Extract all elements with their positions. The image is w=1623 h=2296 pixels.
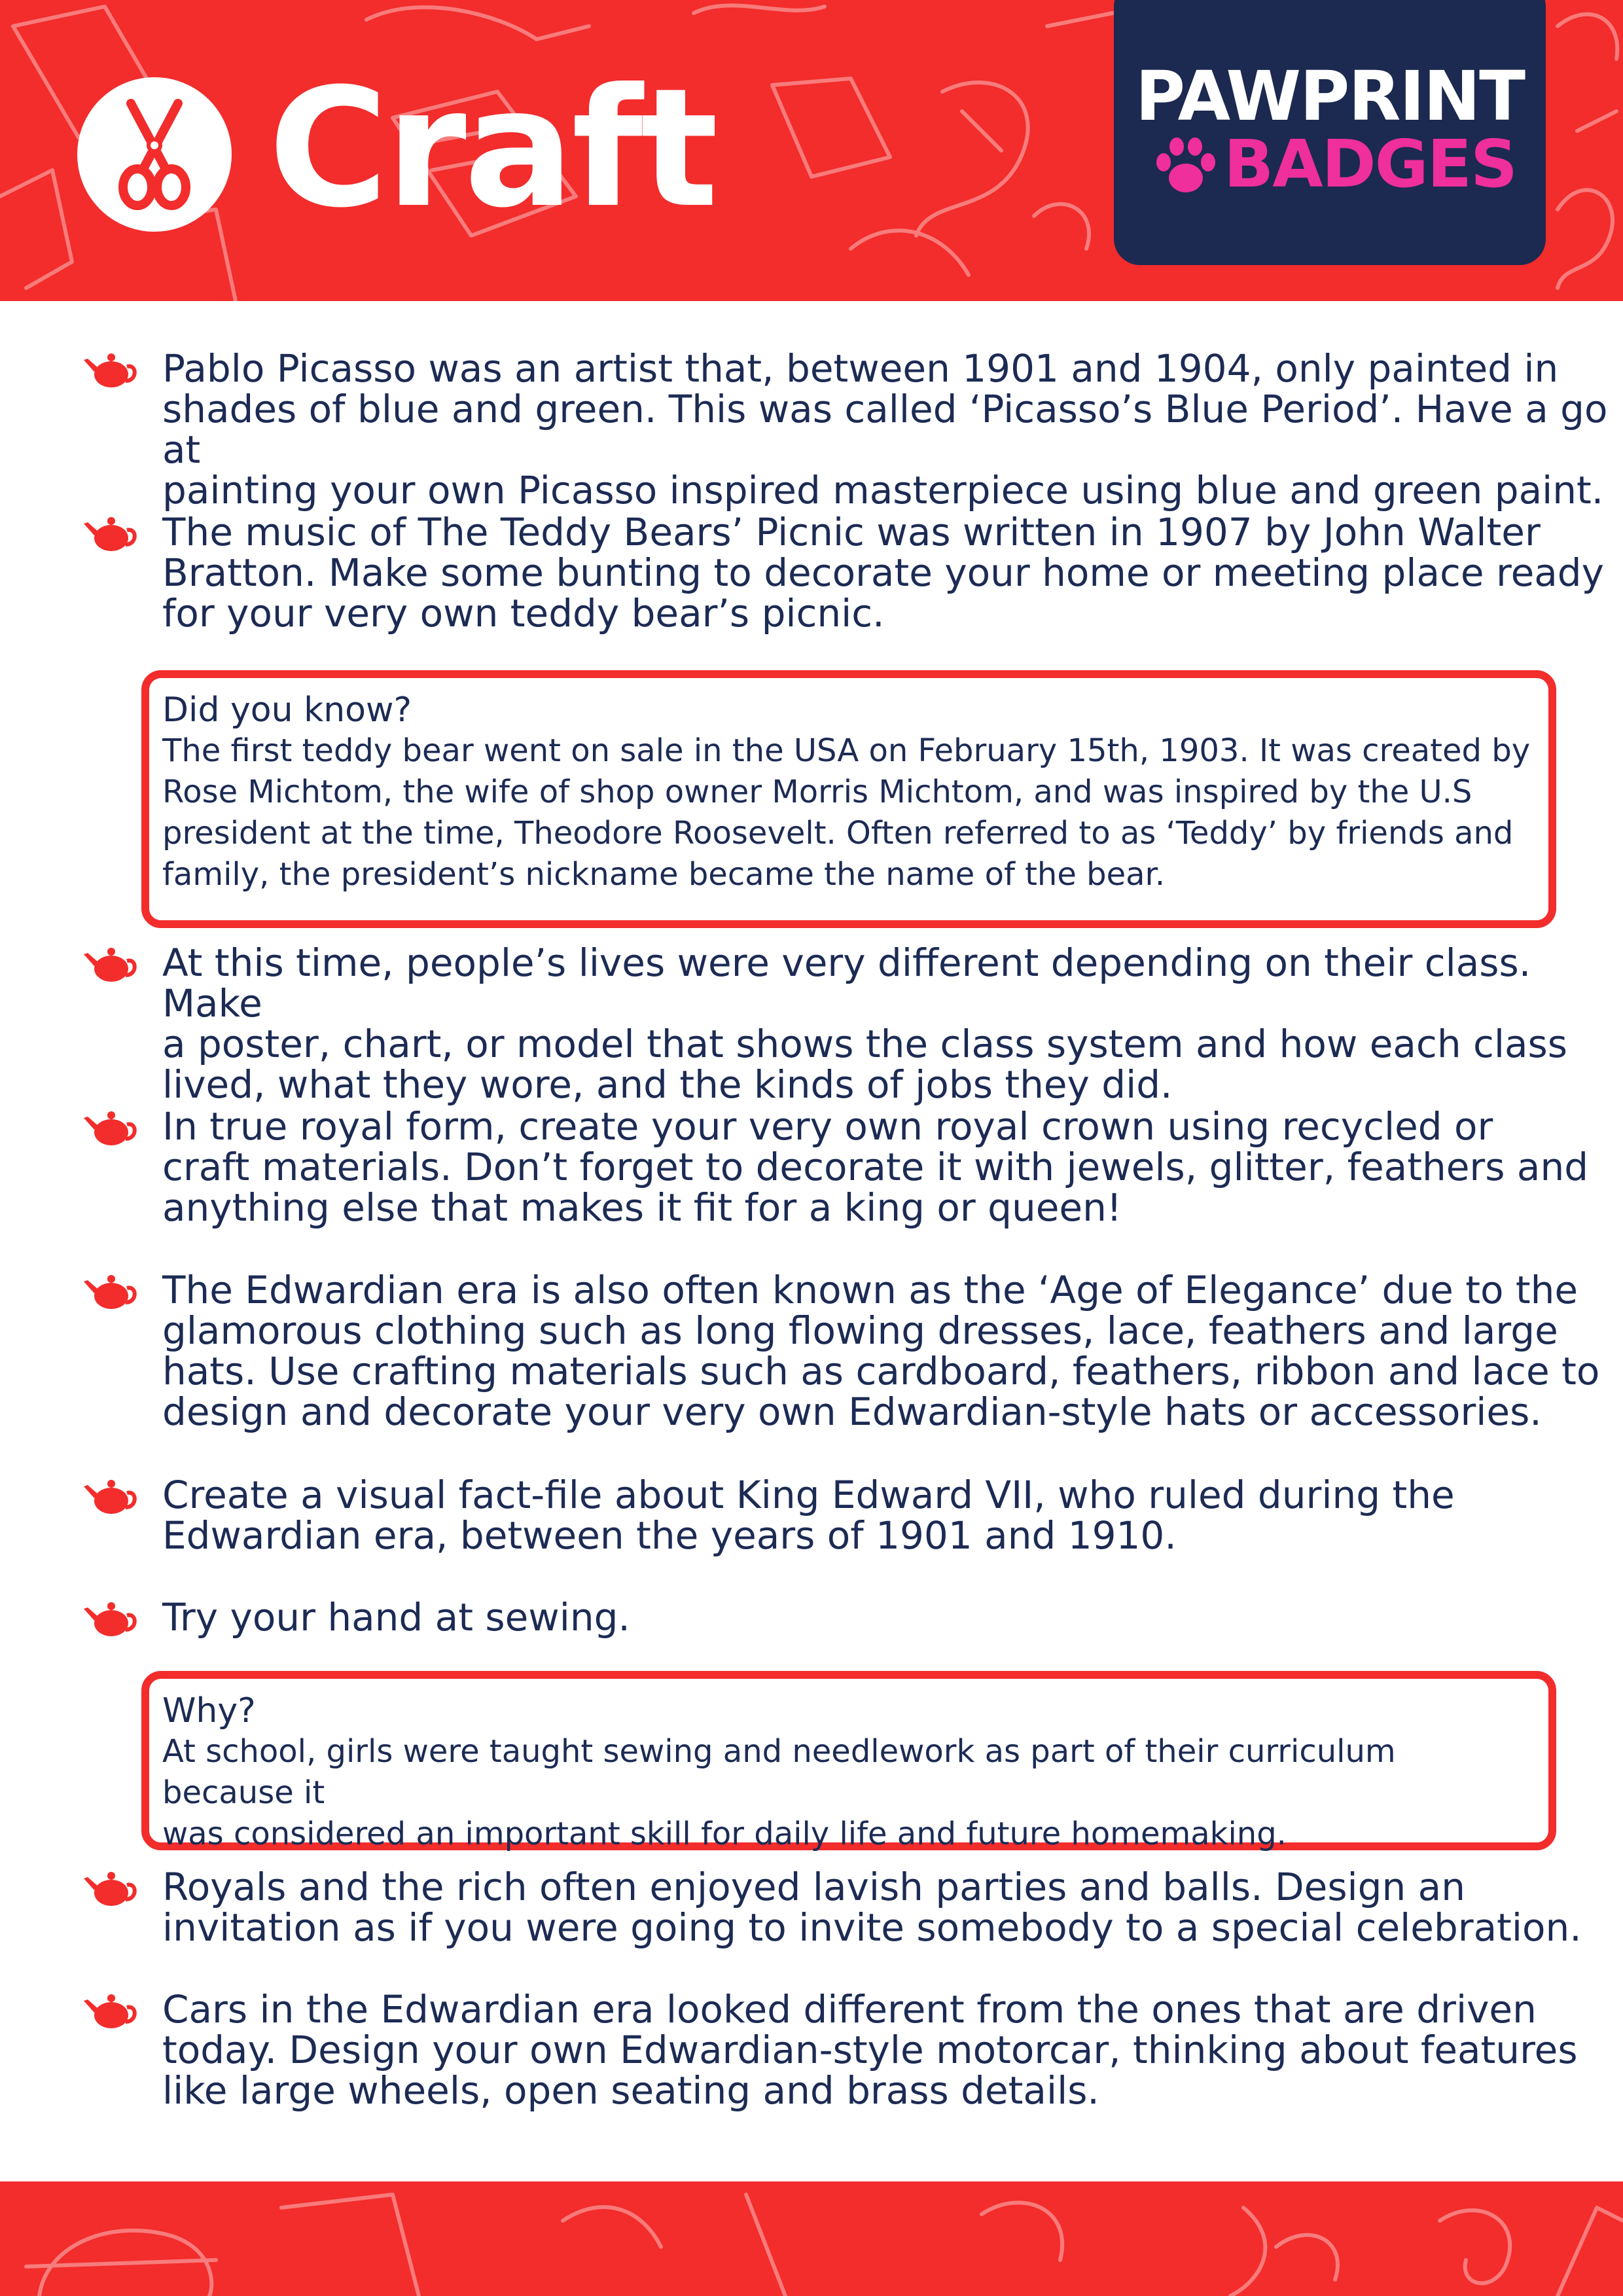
item-line: today. Design your own Edwardian-style motorcar, thinking about features (162, 2028, 1578, 2072)
item-line: invitation as if you were going to invite somebody to a special celebration. (162, 1905, 1582, 1950)
teapot-icon (84, 945, 139, 984)
header-banner (0, 0, 1623, 301)
scissors-icon (77, 77, 232, 232)
why-box (141, 1671, 1556, 1850)
item-line: Cars in the Edwardian era looked different from the ones that are driven (162, 1987, 1537, 2032)
item-line: Royals and the rich often enjoyed lavish parties and balls. Design an (162, 1865, 1465, 1909)
teapot-icon (84, 1109, 139, 1148)
did-you-know-heading: Did you know? (162, 691, 412, 730)
info-line: The first teddy bear went on sale in the USA on February 15th, 1903. It was created by (162, 732, 1531, 769)
why-heading: Why? (162, 1691, 256, 1731)
teapot-icon (84, 1477, 139, 1516)
teapot-icon (84, 1992, 139, 2031)
brand-line1: PAWPRINT (1135, 56, 1525, 136)
info-line: At school, girls were taught sewing and needlework as part of their curriculum because it (162, 1733, 1396, 1811)
item-line: anything else that makes it fit for a king or queen! (162, 1185, 1122, 1230)
teapot-icon (84, 1869, 139, 1909)
item-line: a poster, chart, or model that shows the class system and how each class (162, 1022, 1567, 1066)
info-line: president at the time, Theodore Roosevelt. Often referred to as ‘Teddy’ by friends and (162, 815, 1514, 852)
paw-icon (1153, 136, 1219, 196)
item-line: Create a visual fact-file about King Edward VII, who ruled during the (162, 1473, 1455, 1517)
footer-banner (0, 2181, 1623, 2296)
item-line: hats. Use crafting materials such as cardboard, feathers, ribbon and lace to (162, 1349, 1600, 1393)
item-line: design and decorate your very own Edwardian-style hats or accessories. (162, 1390, 1542, 1434)
brand-line2: BADGES (1224, 126, 1517, 202)
teapot-icon (84, 1600, 139, 1639)
item-line: shades of blue and green. This was called ‘Picasso’s Blue Period’. Have a go at (162, 387, 1608, 472)
item-line: Pablo Picasso was an artist that, between 1901 and 1904, only painted in (162, 346, 1559, 391)
item-line: At this time, people’s lives were very different depending on their class. Make (162, 941, 1531, 1026)
item-line: The music of The Teddy Bears’ Picnic was written in 1907 by John Walter (162, 510, 1541, 554)
item-line: like large wheels, open seating and brass details. (162, 2068, 1099, 2113)
info-line: Rose Michtom, the wife of shop owner Morris Michtom, and was inspired by the U.S (162, 774, 1472, 810)
item-line: Try your hand at sewing. (162, 1595, 630, 1640)
doodle-pattern (0, 2181, 1623, 2296)
teapot-icon (84, 514, 139, 554)
teapot-icon (84, 1272, 139, 1312)
item-line: lived, what they wore, and the kinds of jobs they did. (162, 1062, 1173, 1107)
did-you-know-box (141, 670, 1556, 928)
info-line: family, the president’s nickname became the name of the bear. (162, 856, 1166, 893)
item-line: In true royal form, create your very own royal crown using recycled or (162, 1104, 1493, 1149)
info-line: was considered an important skill for daily life and future homemaking. (162, 1816, 1287, 1852)
item-line: The Edwardian era is also often known as the ‘Age of Elegance’ due to the (162, 1268, 1578, 1312)
teapot-icon (84, 351, 139, 390)
item-line: painting your own Picasso inspired masterpiece using blue and green paint. (162, 468, 1604, 512)
item-line: Bratton. Make some bunting to decorate your home or meeting place ready (162, 550, 1604, 595)
craft-badge (77, 77, 232, 232)
brand-logo (1114, 0, 1546, 265)
item-line: glamorous clothing such as long flowing dresses, lace, feathers and large (162, 1308, 1558, 1353)
item-line: for your very own teddy bear’s picnic. (162, 591, 885, 636)
item-line: Edwardian era, between the years of 1901 and 1910. (162, 1513, 1177, 1558)
item-line: craft materials. Don’t forget to decorate it with jewels, glitter, feathers and (162, 1145, 1589, 1189)
page-title: Craft (268, 53, 716, 243)
